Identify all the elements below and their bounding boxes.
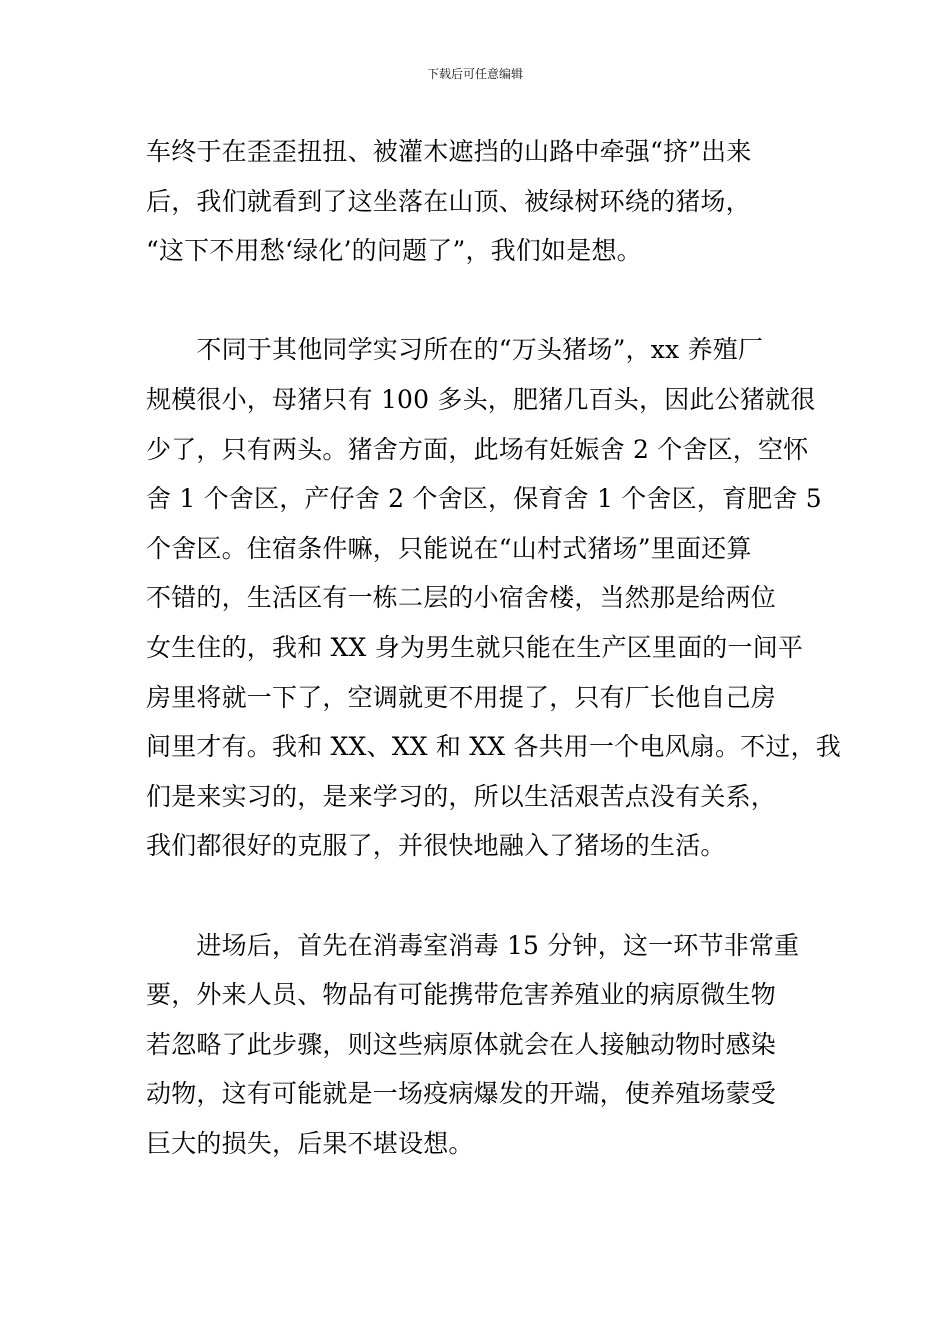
- paragraph-1: [146, 127, 811, 276]
- text-line: 后，我们就看到了这坐落在山顶、被绿树环绕的猪场，: [146, 186, 751, 216]
- text-line: 规模很小，母猪只有 100 多头，肥猪几百头，因此公猪就很: [146, 384, 816, 414]
- text-line: 个舍区。住宿条件嘛，只能说在“山村式猪场”里面还算: [146, 533, 752, 563]
- text-line: 房里将就一下了，空调就更不用提了，只有厂长他自己房: [146, 682, 777, 712]
- text-line: 间里才有。我和 XX、XX 和 XX 各共用一个电风扇。不过，我: [146, 732, 841, 762]
- paragraph-gap: [146, 871, 811, 921]
- paragraph-gap: [146, 276, 811, 326]
- text-line: 少了，只有两头。猪舍方面，此场有妊娠舍 2 个舍区，空怀: [146, 434, 809, 464]
- text-line: 车终于在歪歪扭扭、被灌木遮挡的山路中牵强“挤”出来: [146, 137, 752, 166]
- page-header: 下载后可任意编辑: [426, 67, 523, 81]
- text-line: “这下不用愁‘绿化’的问题了”，我们如是想。: [146, 236, 642, 266]
- text-line: 巨大的损失，后果不堪设想。: [146, 1128, 474, 1158]
- text-line: 我们都很好的克服了，并很快地融入了猪场的生活。: [146, 831, 726, 861]
- text-line: 们是来实习的，是来学习的，所以生活艰苦点没有关系，: [146, 781, 777, 811]
- document-body: [146, 127, 841, 1168]
- text-line: 不错的，生活区有一栋二层的小宿舍楼，当然那是给两位: [146, 583, 777, 613]
- paragraph-2: [146, 325, 841, 871]
- text-line: 动物，这有可能就是一场疫病爆发的开端，使养殖场蒙受: [146, 1079, 777, 1109]
- text-line: 要，外来人员、物品有可能携带危害养殖业的病原微生物: [146, 980, 777, 1010]
- text-line: 不同于其他同学实习所在的“万头猪场”，xx 养殖厂: [146, 335, 764, 365]
- text-line: 若忽略了此步骤，则这些病原体就会在人接触动物时感染: [146, 1029, 777, 1059]
- paragraph-3: [146, 921, 811, 1169]
- text-line: 进场后，首先在消毒室消毒 15 分钟，这一环节非常重: [146, 930, 800, 960]
- text-line: 女生住的，我和 XX 身为男生就只能在生产区里面的一间平: [146, 632, 804, 662]
- text-line: 舍 1 个舍区，产仔舍 2 个舍区，保育舍 1 个舍区，育肥舍 5: [146, 484, 822, 514]
